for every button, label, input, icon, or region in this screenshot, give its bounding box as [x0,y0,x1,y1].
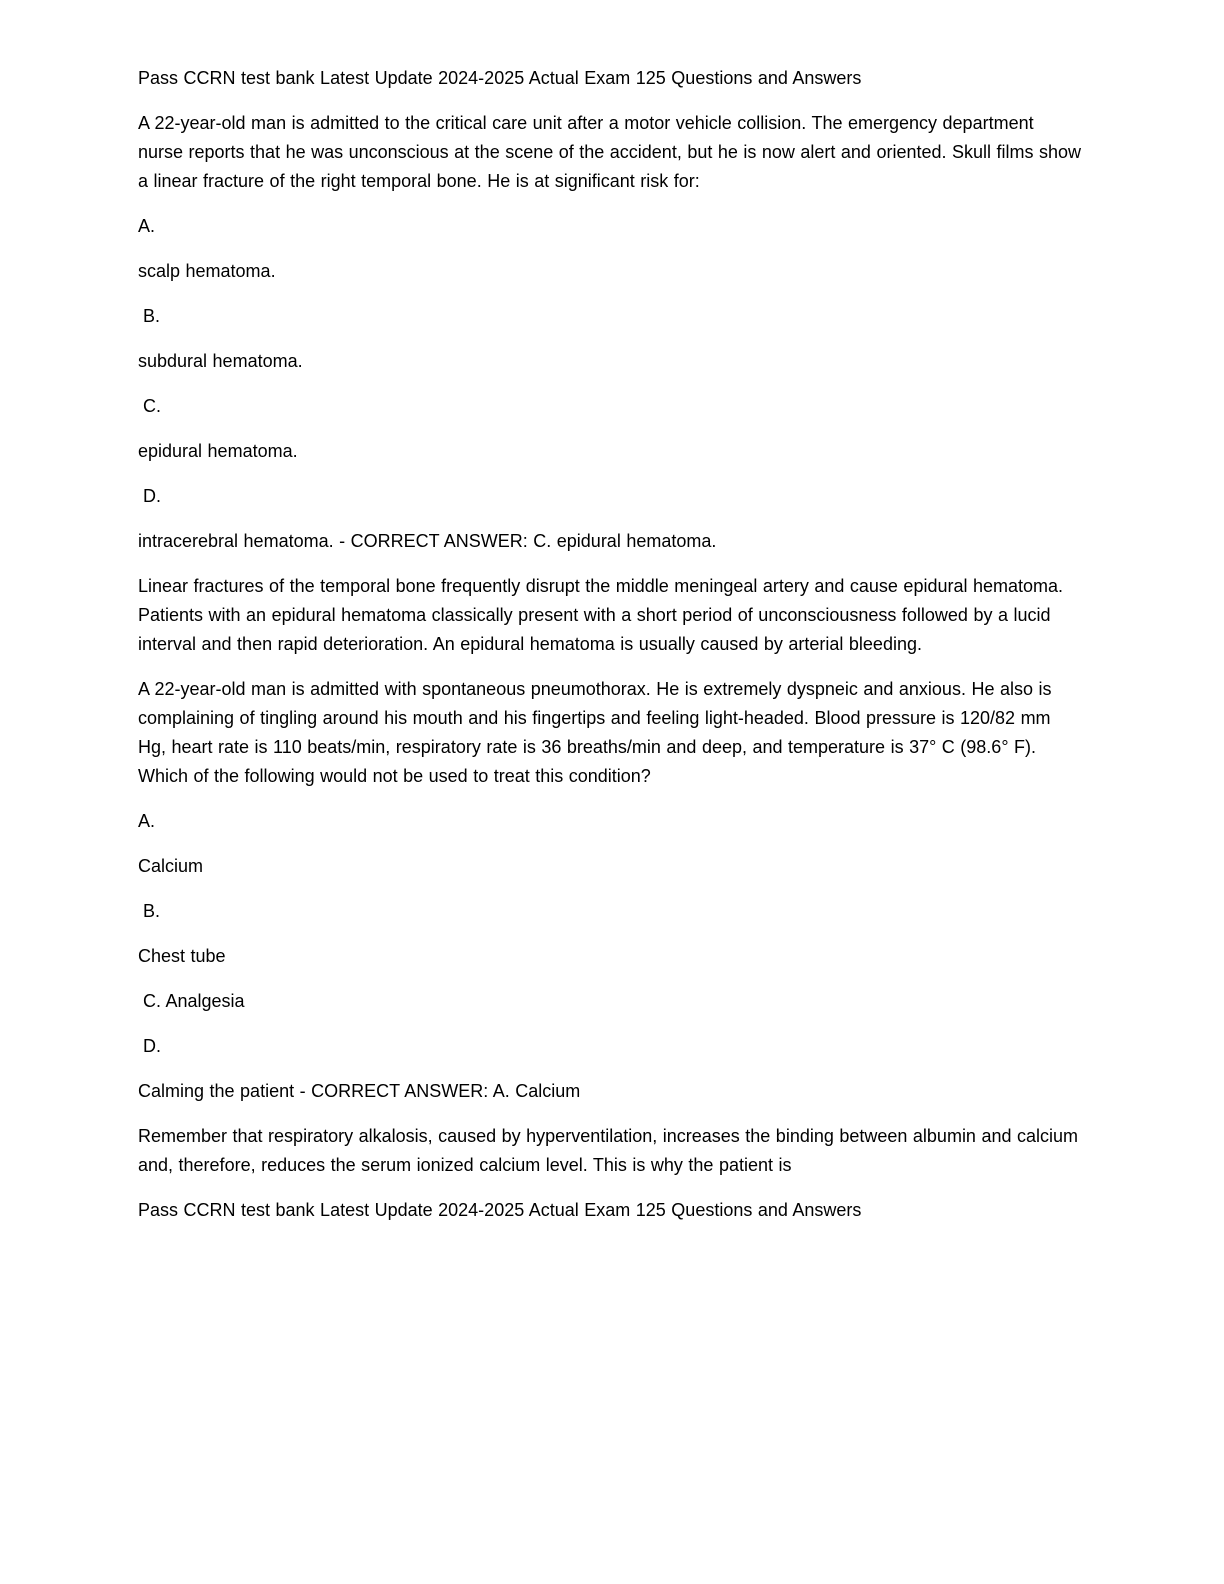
q1-explanation: Linear fractures of the temporal bone frequently disrupt the middle meningeal artery and cause epidural hematoma. Patients with an epidural hematoma classically present with a short period of unconsciousness followed by a lucid interval and then rapid deterioration. An epidural hematoma is usually caused by arterial bleeding. [138,576,1064,654]
q2-option-b-label: B. [143,901,161,921]
q1-answer-line: intracerebral hematoma. - CORRECT ANSWER: C. epidural hematoma. [138,531,717,551]
q1-option-b-text: subdural hematoma. [138,351,303,371]
q1-option-b-label: B. [143,306,161,326]
q1-stem: A 22-year-old man is admitted to the critical care unit after a motor vehicle collision. The emergency department nurse reports that he was unconscious at the scene of the accident, but he is now alert and oriented. Skull films show a linear fracture of the right temporal bone. He is at significant risk for: [138,113,1082,191]
q1-option-a-text: scalp hematoma. [138,261,276,281]
page-header: Pass CCRN test bank Latest Update 2024-2025 Actual Exam 125 Questions and Answers [138,68,862,88]
q2-option-c-line: C. Analgesia [143,991,245,1011]
q1-option-a-label: A. [138,216,156,236]
q1-option-c-label: C. [143,396,161,416]
q2-explanation-partial: Remember that respiratory alkalosis, caused by hyperventilation, increases the binding between albumin and calcium and, therefore, reduces the serum ionized calcium level. This is why the patient is [138,1126,1078,1175]
q2-option-a-label: A. [138,811,156,831]
q2-answer-line: Calming the patient - CORRECT ANSWER: A. Calcium [138,1081,581,1101]
q2-option-a-text: Calcium [138,856,204,876]
q1-option-c-text: epidural hematoma. [138,441,298,461]
q2-option-b-text: Chest tube [138,946,226,966]
q2-option-d-label: D. [143,1036,161,1056]
q1-option-d-label: D. [143,486,161,506]
page-footer: Pass CCRN test bank Latest Update 2024-2025 Actual Exam 125 Questions and Answers [138,1200,862,1220]
q2-stem: A 22-year-old man is admitted with spontaneous pneumothorax. He is extremely dyspneic and anxious. He also is complaining of tingling around his mouth and his fingertips and feeling light-headed. Blood pressure is 120/82 mm Hg, heart rate is 110 beats/min, respiratory rate is 36 breaths/min and deep, and temperature is 37° C (98.6° F). Which of the following would not be used to treat this condition? [138,679,1052,786]
